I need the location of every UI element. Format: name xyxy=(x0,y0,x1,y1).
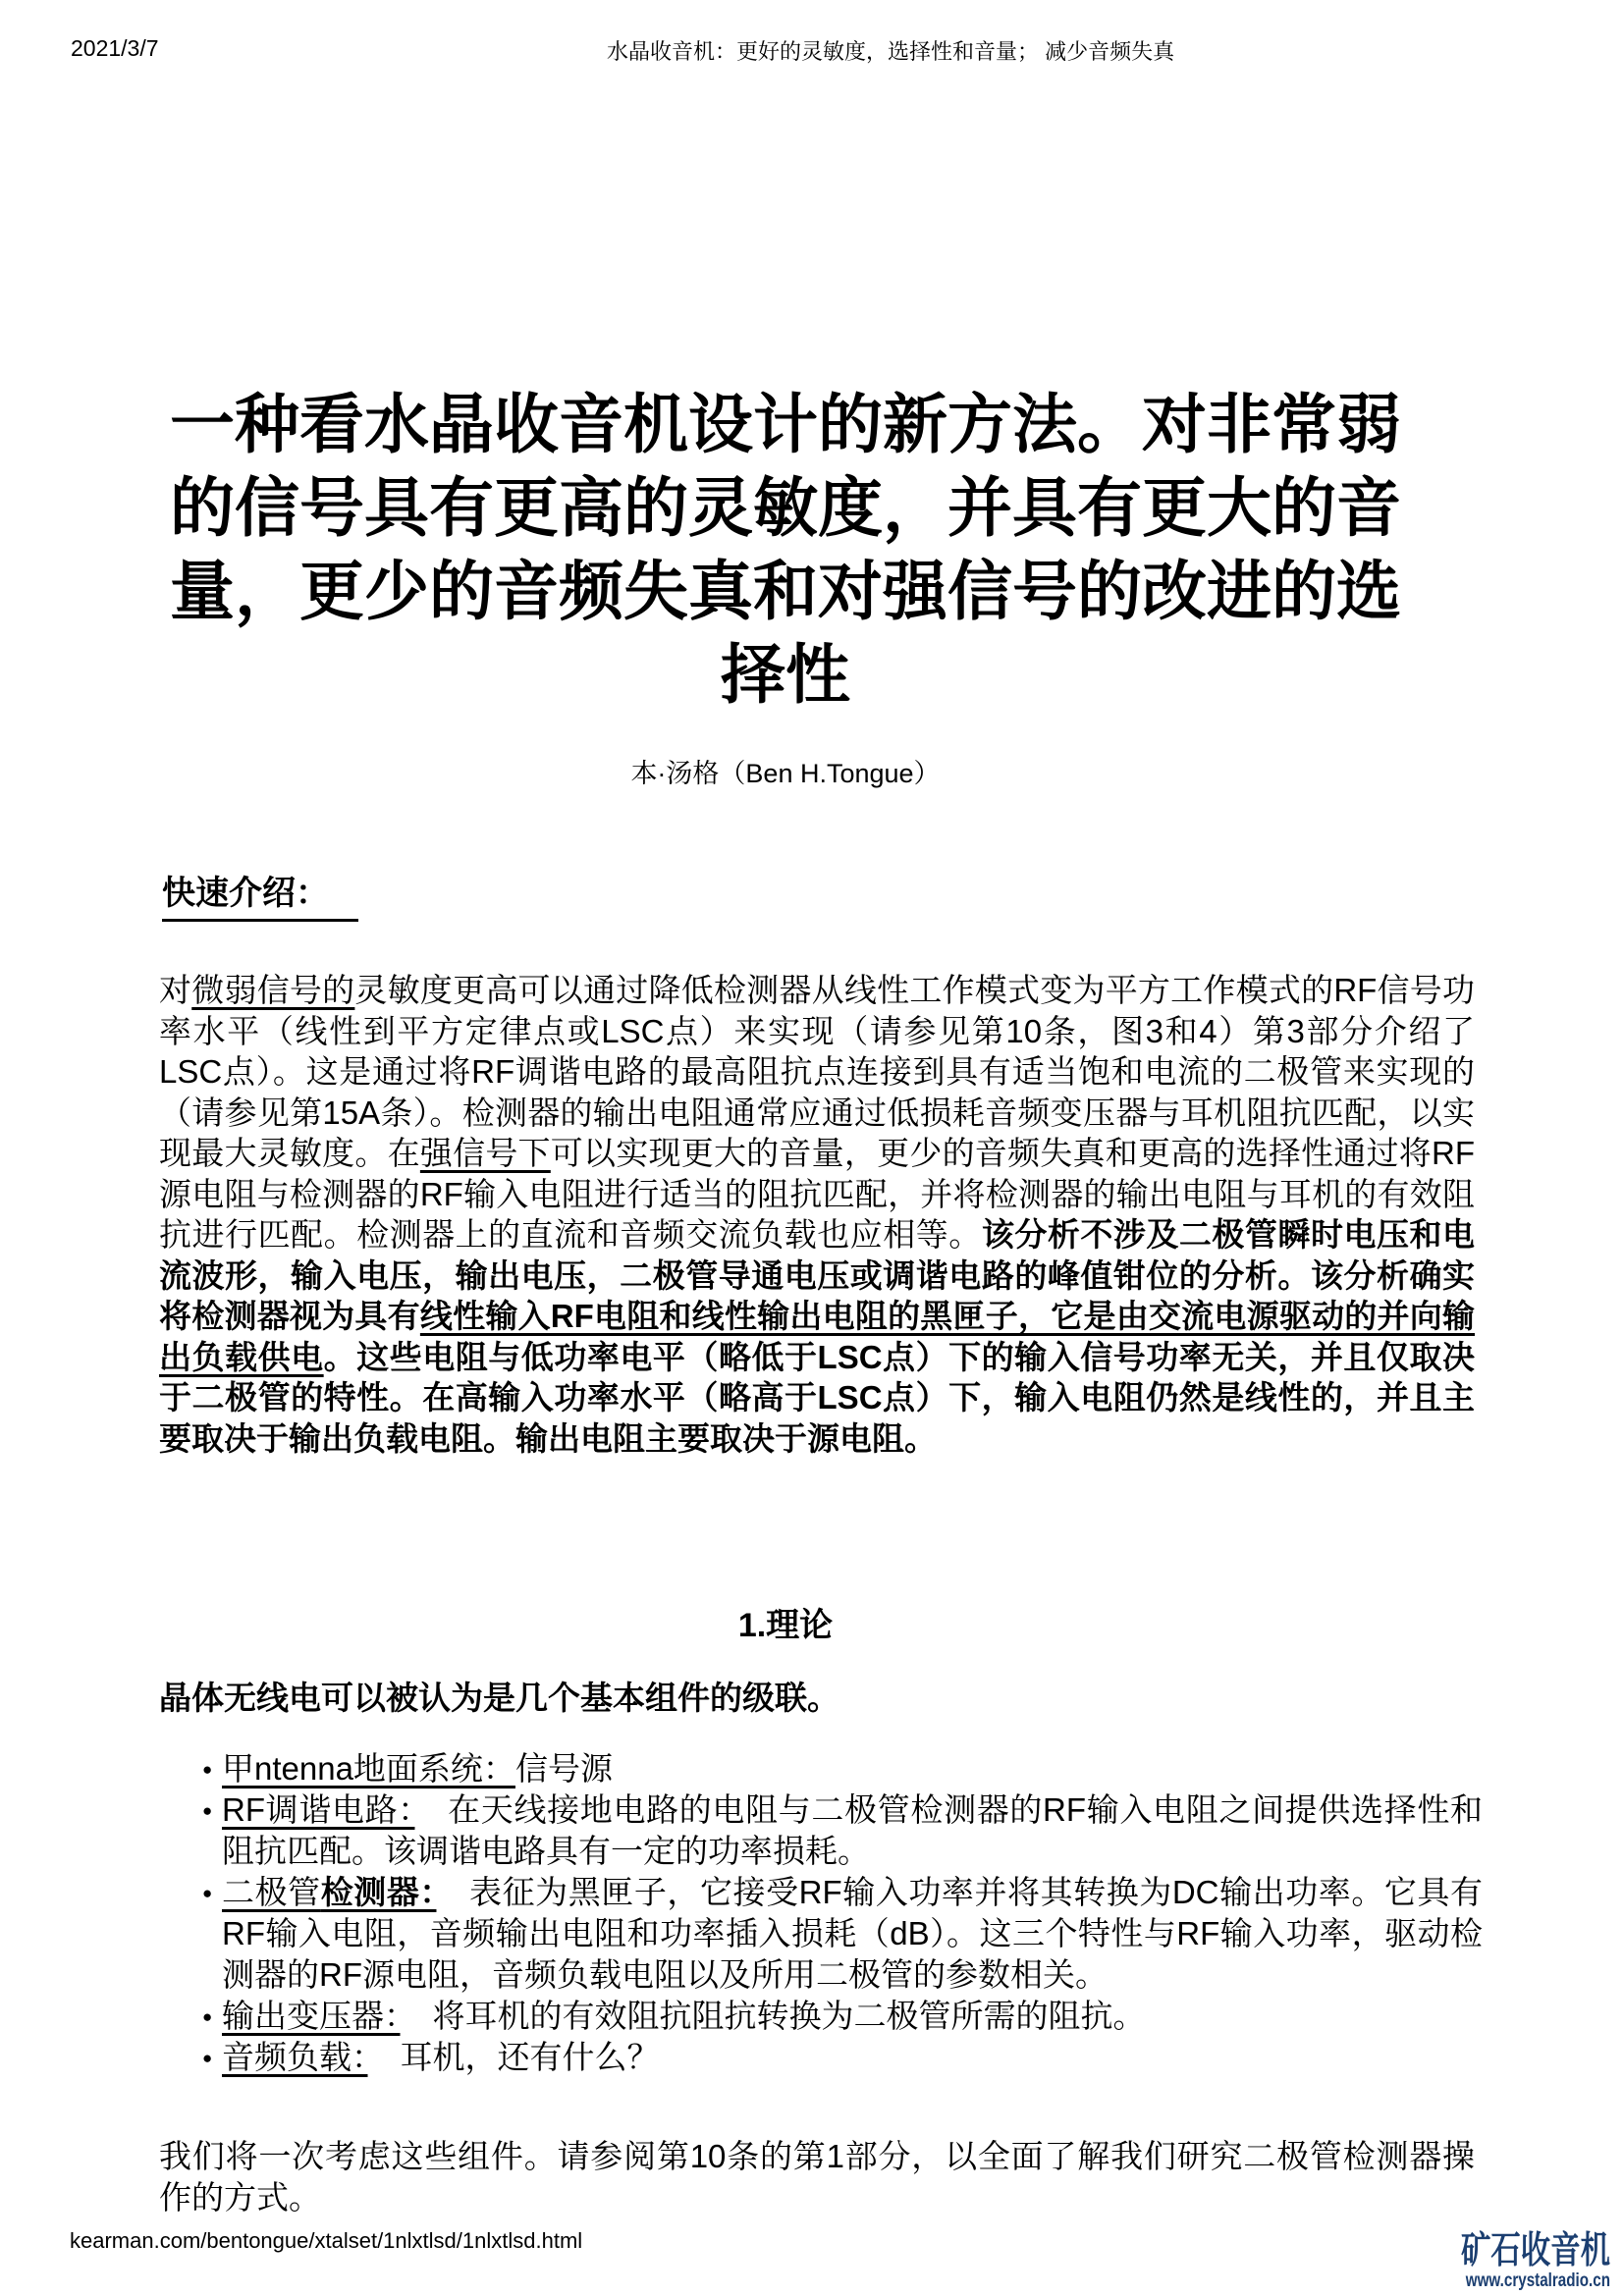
list-item-text: 输出变压器： 将耳机的有效阻抗阻抗转换为二极管所需的阻抗。 xyxy=(222,1998,1146,2034)
site-logo xyxy=(1461,2231,1610,2291)
section-lead: 晶体无线电可以被认为是几个基本组件的级联。 xyxy=(159,1680,839,1716)
article-title-line-2: 的信号具有更高的灵敏度，并具有更大的音 xyxy=(170,471,1401,544)
list-item-diode-detector xyxy=(159,1872,1483,1996)
article-title-line-3: 量，更少的音频失真和对强信号的改进的选 xyxy=(170,555,1401,627)
list-item-rf-tuned-circuit xyxy=(159,1789,1483,1872)
logo-site-url: www.crystalradio.cn xyxy=(1465,2270,1610,2291)
list-item-text: 甲ntenna地面系统：信号源 xyxy=(222,1750,613,1787)
article-title xyxy=(128,383,1443,717)
list-item-text: 二极管检测器： 表征为黑匣子，它接受RF输入功率并将其转换为DC输出功率。它具有RF输入电阻，音频输出电阻和功率插入损耗（dB）。这三个特性与RF输入功率，驱动检测器的RF源电阻，音频负载电阻以及所用二极管的参数相关。 xyxy=(222,1874,1484,1993)
section-heading: 1.理论 xyxy=(737,1607,834,1644)
footer-url: kearman.com/bentongue/xtalset/1nlxtlsd/1nlxtlsd.html xyxy=(70,2228,583,2253)
article-title-line-4: 择性 xyxy=(721,638,850,711)
print-date: 2021/3/7 xyxy=(71,35,159,61)
logo-name: 矿石收音机 xyxy=(1460,2230,1610,2271)
article-title-line-1: 一种看水晶收音机设计的新方法。对非常弱 xyxy=(170,388,1401,460)
intro-heading xyxy=(162,866,358,922)
component-list xyxy=(159,1748,1483,2078)
print-header-title: 水晶收音机：更好的灵敏度，选择性和音量； 减少音频失真 xyxy=(607,39,1175,64)
author-byline: 本·汤格（Ben H.Tongue） xyxy=(630,759,941,788)
list-item-antenna xyxy=(159,1748,1483,1789)
closing-paragraph: 我们将一次考虑这些组件。请参阅第10条的第1部分，以全面了解我们研究二极管检测器操作的方式。 xyxy=(159,2138,1475,2216)
intro-heading-text: 快速介绍： xyxy=(162,866,358,922)
list-item-text: 音频负载： 耳机，还有什么？ xyxy=(222,2039,660,2075)
list-item-audio-load xyxy=(159,2037,1483,2078)
intro-paragraph: 对微弱信号的灵敏度更高可以通过降低检测器从线性工作模式变为平方工作模式的RF信号功率水平（线性到平方定律点或LSC点）来实现（请参见第10条，图3和4）第3部分介绍了LSC点）。这是通过将RF调谐电路的最高阻抗点连接到具有适当饱和电流的二极管来实现的（请参见第15A条）。检测器的输出电阻通常应通过低损耗音频变压器与耳机阻抗匹配，以实现最大灵敏度。在强信号下可以实现更大的音量，更少的音频失真和更高的选择性通过将RF源电阻与检测器的RF输入电阻进行适当的阻抗匹配，并将检测器的输出电阻与耳机的有效阻抗进行匹配。检测器上的直流和音频交流负载也应相等。该分析不涉及二极管瞬时电压和电流波形，输入电压，输出电压，二极管导通电压或调谐电路的峰值钳位的分析。该分析确实将检测器视为具有线性输入RF电阻和线性输出电阻的黑匣子，它是由交流电源驱动的并向输出负载供电。这些电阻与低功率电平（略低于LSC点）下的输入信号功率无关，并且仅取决于二极管的特性。在高输入功率水平（略高于LSC点）下，输入电阻仍然是线性的，并且主要取决于输出负载电阻。输出电阻主要取决于源电阻。 xyxy=(159,972,1476,1457)
list-item-text: RF调谐电路： 在天线接地电路的电阻与二极管检测器的RF输入电阻之间提供选择性和阻抗匹配。该调谐电路具有一定的功率损耗。 xyxy=(222,1791,1483,1869)
list-item-output-transformer xyxy=(159,1996,1483,2037)
